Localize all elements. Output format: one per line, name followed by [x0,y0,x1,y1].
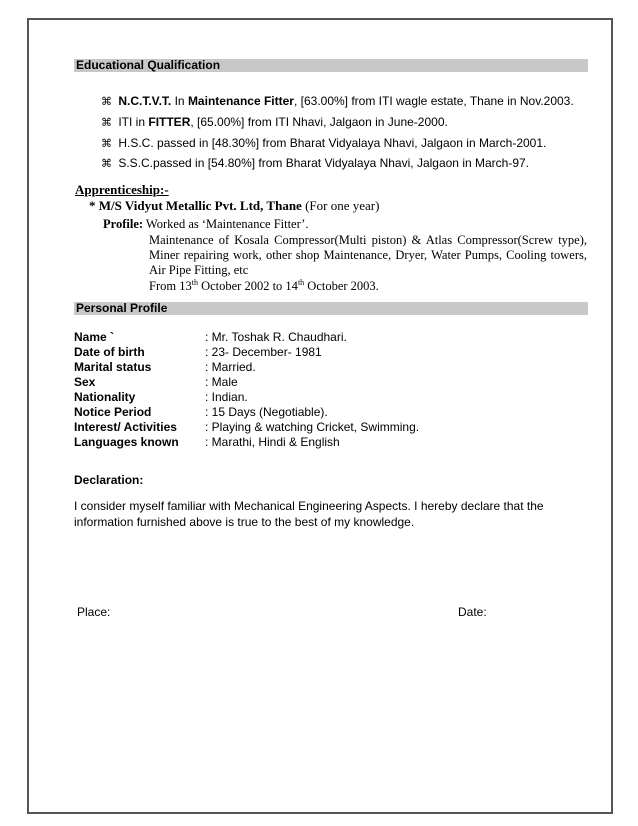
edu-text: , [65.00%] from ITI Nhavi, Jalgaon in June-2000. [190,115,448,129]
row-label: Nationality [74,390,136,404]
profile-line [103,217,309,232]
education-item [101,156,529,170]
apprenticeship-period: From 13th October 2002 to 14th October 2003. [149,278,379,294]
bullet-icon: ⌘ [101,117,112,129]
row-label: Interest/ Activities [74,420,177,434]
row-value: : Playing & watching Cricket, Swimming. [205,420,420,434]
profile-desc-line: Air Pipe Fitting, etc [149,263,249,277]
edu-bold: FITTER [148,115,191,129]
declaration-heading: Declaration: [74,473,144,487]
personal-heading: Personal Profile [74,302,588,315]
education-item [101,136,546,150]
row-value: : Male [205,375,238,389]
company-name: * M/S Vidyut Metallic Pvt. Ltd, Thane (For one year) [89,198,380,213]
row-label: Languages known [74,435,179,449]
edu-text: In [171,94,188,108]
row-value: : 23- December- 1981 [205,345,322,359]
row-label: Marital status [74,360,152,374]
declaration-text: I consider myself familiar with Mechanical Engineering Aspects. I hereby declare that the information furnished above is true to the best of my knowledge. [74,499,544,529]
education-heading: Educational Qualification [74,59,588,72]
profile-desc-line: Maintenance of Kosala Compressor(Multi piston) & Atlas Compressor(Screw type), [149,233,587,247]
row-value: : Indian. [205,390,248,404]
place-label: Place: [77,605,111,619]
edu-text: S.S.C.passed in [54.80%] from Bharat Vidyalaya Nhavi, Jalgaon in March-97. [118,156,530,170]
profile-text: Worked as ‘Maintenance Fitter’. [143,217,309,231]
bullet-icon: ⌘ [101,138,112,150]
education-item [101,115,448,129]
row-value: : Mr. Toshak R. Chaudhari. [205,330,347,344]
row-label: Date of birth [74,345,145,359]
edu-bold: Maintenance Fitter [187,94,294,108]
row-label: Notice Period [74,405,152,419]
profile-label: Profile: [103,217,144,231]
bullet-icon: ⌘ [101,96,112,108]
apprenticeship-heading: Apprenticeship:- [75,182,169,197]
profile-desc-line: Miner repairing work, other shop Maintenance, Dryer, Water Pumps, Cooling towers, [149,248,587,262]
edu-text: , [63.00%] from ITI wagle estate, Thane in Nov.2003. [293,94,574,108]
date-label: Date: [458,605,487,619]
row-label: Sex [74,375,96,389]
row-value: : 15 Days (Negotiable). [205,405,328,419]
row-label: Name ` [74,330,115,344]
bullet-icon: ⌘ [101,158,112,170]
row-value: : Marathi, Hindi & English [205,435,340,449]
edu-text: H.S.C. passed in [48.30%] from Bharat Vidyalaya Nhavi, Jalgaon in March-2001. [118,136,547,150]
edu-text: ITI in [118,115,149,129]
edu-bold: N.C.T.V.T. [118,94,172,108]
education-item [101,94,574,108]
row-value: : Married. [205,360,256,374]
